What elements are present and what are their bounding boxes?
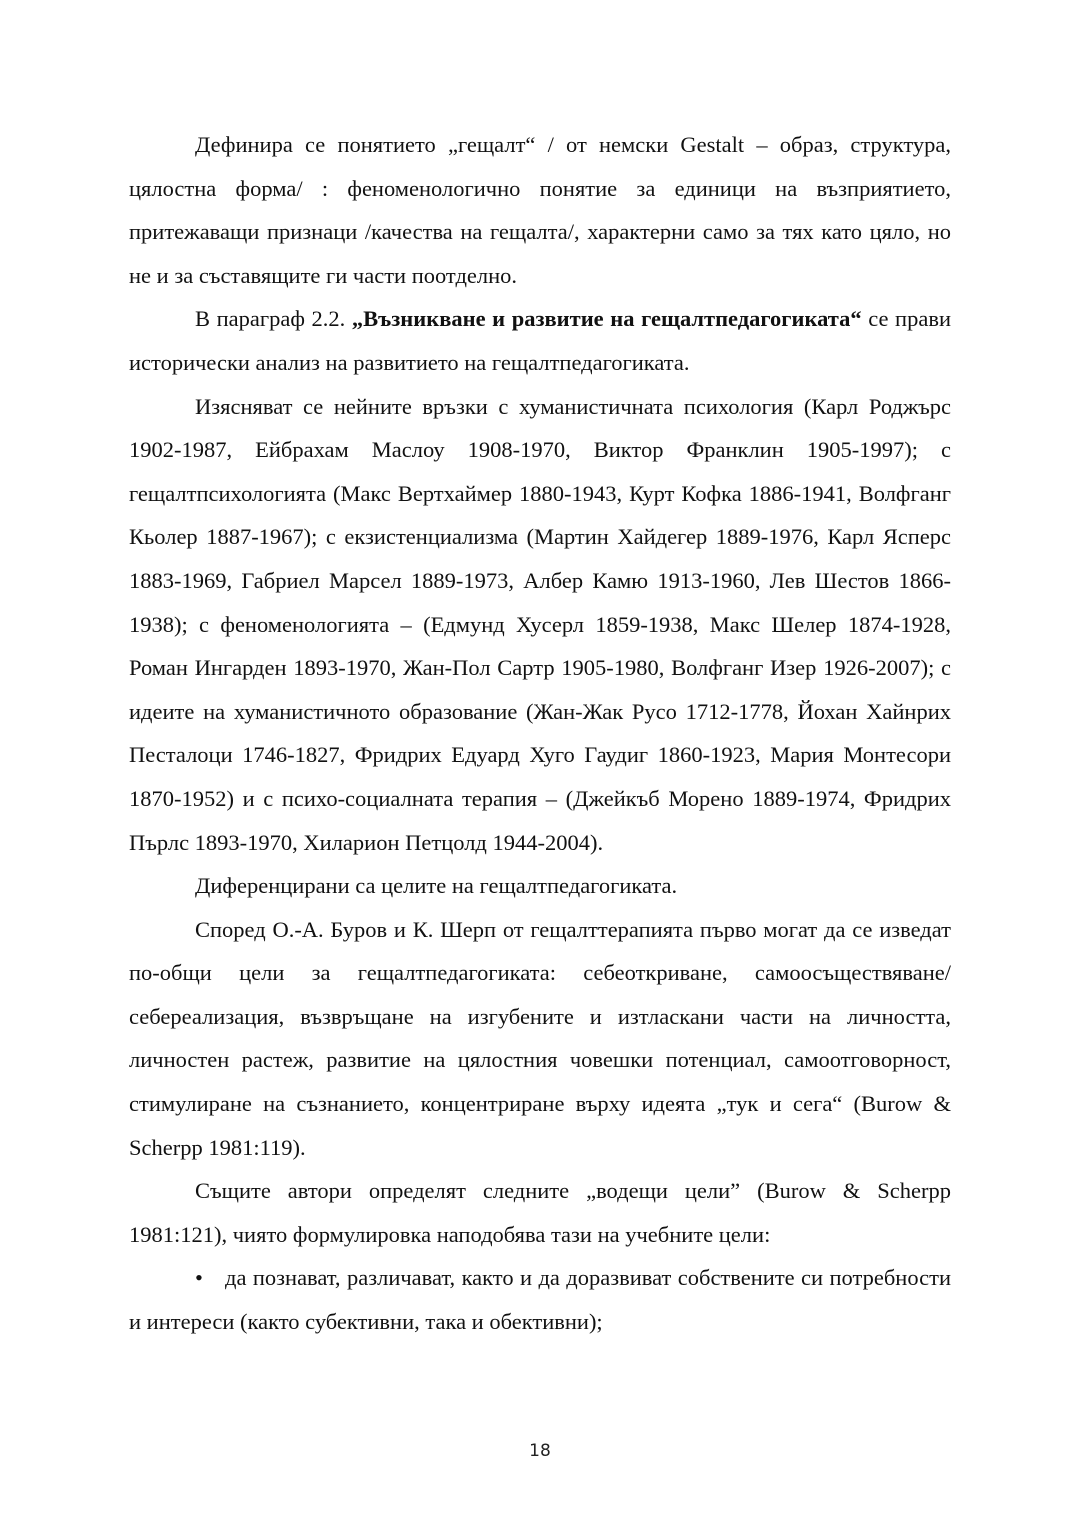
paragraph-gestalt-definition: Дефинира се понятието „гещалт“ / от немски Gestalt – образ, структура, цялостна форма/ : феноменологично понятие за единици на възприятието, притежаващи признаци /качества на гещалта/, характерни само за тях като цяло, но не и за съставящите ги части поотделно. xyxy=(129,132,951,288)
bullet-item xyxy=(129,1256,951,1343)
paragraph-goals-differentiated: Диференцирани са целите на гещалтпедагогиката. xyxy=(195,873,678,899)
bullet-text: да познават, различават, както и да доразвиват собствените си потребности и интереси (както субективни, така и обективни); xyxy=(129,1265,951,1335)
paragraph-connections: Изясняват се нейните връзки с хуманистичната психология (Карл Роджърс 1902-1987, Ейбрахам Маслоу 1908-1970, Виктор Франклин 1905-1997); с гещалтпсихологията (Макс Вертхаймер 1880-1943, Курт Кофка 1886-1941, Волфганг Кьолер 1887-1967); с екзистенциализма (Мартин Хайдегер 1889-1976, Карл Ясперс 1883-1969, Габриел Марсел 1889-1973, Албер Камю 1913-1960, Лев Шестов 1866-1938); с феноменологията – (Едмунд Хусерл 1859-1938, Макс Шелер 1874-1928, Роман Ингарден 1893-1970, Жан-Пол Сартр 1905-1980, Волфганг Изер 1926-2007); с идеите на хуманистичното образование (Жан-Жак Русо 1712-1778, Йохан Хайнрих Песталоци 1746-1827, Фридрих Едуард Хуго Гаудиг 1860-1923, Мария Монтесори 1870-1952) и с психо-социалната терапия – (Джейкъб Морено 1889-1974, Фридрих Пърлс 1893-1970, Хиларион Петцолд 1944-2004). xyxy=(129,393,951,855)
paragraph-leading-goals: Същите автори определят следните „водещи цели” (Burow & Scherpp 1981:121), чиято формулировка наподобява тази на учебните цели: xyxy=(129,1178,951,1247)
section-title-bold: „Възникване и развитие на гещалтпедагогиката“ xyxy=(351,306,862,332)
page-number: 18 xyxy=(529,1441,551,1461)
body-text xyxy=(129,123,951,1344)
paragraph-general-goals: Според О.-А. Буров и К. Шерп от гещалттерапията първо могат да се изведат по-общи цели за гещалтпедагогиката: себеоткриване, самоосъществяване/себереализация, възвръщане на изгубените и изтласкани части на личността, личностен растеж, развитие на цялостния човешки потенциал, самоотговорност, стимулиране на съзнанието, концентриране върху идеята „тук и сега“ (Burow & Scherpp 1981:119). xyxy=(129,916,951,1160)
section-ref-suffix: се прави исторически анализ на развитието на гещалтпедагогиката. xyxy=(129,306,951,375)
section-ref-prefix: В параграф 2.2. xyxy=(195,306,352,332)
bullet-icon: • xyxy=(195,1265,203,1291)
paragraph-section-2-2 xyxy=(129,297,951,384)
